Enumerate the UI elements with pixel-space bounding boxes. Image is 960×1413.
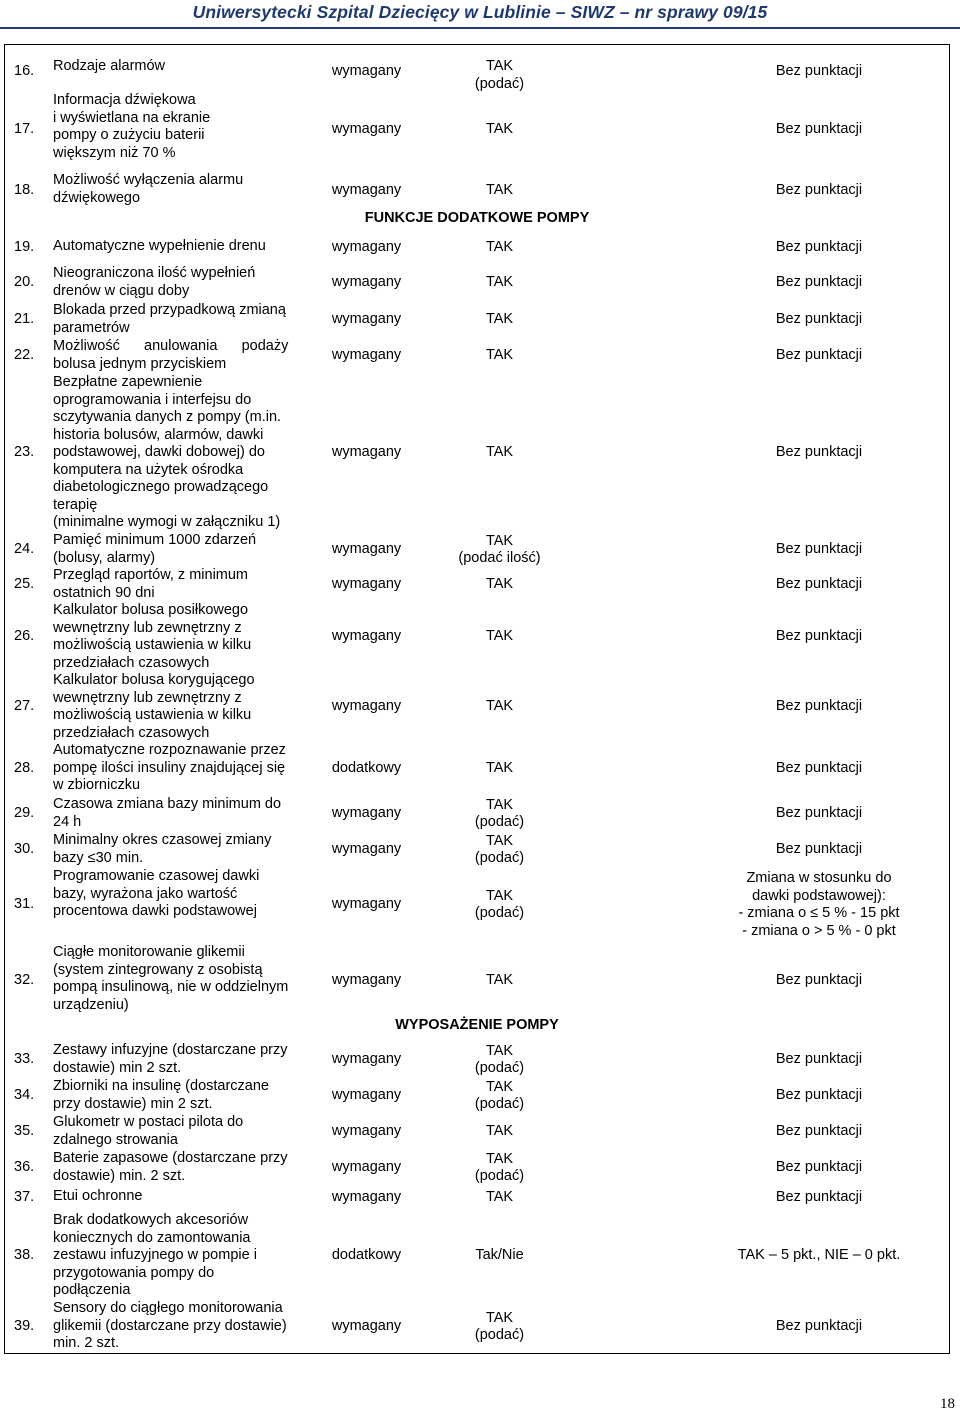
value-cell bbox=[432, 1189, 567, 1207]
value-cell bbox=[432, 58, 567, 93]
description-line: komputera na użytek ośrodka bbox=[53, 461, 244, 478]
scoring-line: Bez punktacji bbox=[775, 972, 863, 989]
scoring-cell bbox=[704, 121, 934, 139]
scoring-line: Bez punktacji bbox=[775, 63, 863, 80]
description-line: wewnętrzny lub zewnętrzny z bbox=[53, 689, 242, 706]
value-cell bbox=[432, 182, 567, 200]
row-description bbox=[53, 1150, 288, 1185]
value-line: (podać) bbox=[474, 814, 525, 830]
scoring-line: - zmiana o ≤ 5 % - 15 pkt bbox=[738, 905, 900, 921]
value-line: TAK bbox=[485, 1189, 514, 1206]
table-row bbox=[4, 265, 950, 301]
value-line: TAK bbox=[485, 311, 514, 328]
description-line: procentowa dawki podstawowej bbox=[53, 903, 257, 919]
scoring-line: Bez punktacji bbox=[775, 698, 863, 715]
row-description bbox=[53, 238, 266, 256]
value-cell bbox=[432, 1310, 567, 1345]
scoring-line: Bez punktacji bbox=[775, 444, 863, 461]
description-line: Zbiorniki na insulinę (dostarczane bbox=[53, 1078, 269, 1094]
scoring-line: Bez punktacji bbox=[775, 1159, 863, 1176]
requirement-cell: wymagany bbox=[331, 972, 402, 989]
description-line: Glukometr w postaci pilota do bbox=[53, 1114, 244, 1130]
value-line: TAK bbox=[485, 1123, 514, 1140]
row-number: 32. bbox=[14, 972, 35, 989]
table-row bbox=[4, 532, 950, 568]
value-line: TAK bbox=[485, 58, 514, 74]
value-line: TAK bbox=[485, 1078, 514, 1095]
requirement-cell: wymagany bbox=[331, 63, 402, 80]
value-line: TAK bbox=[485, 532, 514, 549]
row-number: 28. bbox=[14, 760, 35, 777]
description-line: dźwiękowego bbox=[53, 189, 141, 206]
description-line: min. 2 szt. bbox=[53, 1335, 120, 1351]
description-line: Programowanie czasowej dawki bbox=[53, 868, 260, 884]
requirement-cell: dodatkowy bbox=[331, 1247, 402, 1264]
row-number: 26. bbox=[14, 628, 35, 645]
row-number: 31. bbox=[14, 896, 35, 913]
scoring-cell bbox=[704, 444, 934, 462]
requirement-cell: wymagany bbox=[331, 628, 402, 645]
description-line: wewnętrzny lub zewnętrzny z bbox=[53, 619, 242, 636]
description-line: przy dostawie) min 2 szt. bbox=[53, 1095, 213, 1112]
scoring-cell bbox=[704, 239, 934, 257]
table-row bbox=[4, 672, 950, 742]
value-line: TAK bbox=[485, 182, 514, 199]
value-line: (podać ilość) bbox=[458, 550, 541, 566]
value-cell bbox=[432, 972, 567, 990]
scoring-line: Bez punktacji bbox=[775, 1318, 863, 1335]
header-title: Uniwersytecki Szpital Dziecięcy w Lublinie – SIWZ – nr sprawy 09/15 bbox=[192, 2, 768, 22]
value-cell bbox=[432, 628, 567, 646]
description-line: Rodzaje alarmów bbox=[53, 58, 166, 74]
section-heading-wyposazenie: WYPOSAŻENIE POMPY bbox=[395, 1017, 559, 1033]
table-row bbox=[4, 1300, 950, 1354]
requirement-cell: wymagany bbox=[331, 541, 402, 558]
description-line: ostatnich 90 dni bbox=[53, 584, 155, 601]
value-cell bbox=[432, 274, 567, 292]
scoring-line: Bez punktacji bbox=[775, 760, 863, 777]
description-line: glikemii (dostarczane przy dostawie) bbox=[53, 1317, 287, 1334]
row-number: 25. bbox=[14, 576, 35, 593]
value-cell bbox=[432, 698, 567, 716]
table-row bbox=[4, 1188, 950, 1208]
description-line: Automatyczne wypełnienie drenu bbox=[53, 238, 266, 254]
row-number: 18. bbox=[14, 182, 35, 199]
table-row bbox=[4, 742, 950, 796]
scoring-line: Bez punktacji bbox=[775, 182, 863, 199]
description-line: Automatyczne rozpoznawanie przez bbox=[53, 742, 286, 758]
value-line: TAK bbox=[485, 832, 514, 849]
value-cell bbox=[432, 1151, 567, 1186]
requirement-cell: wymagany bbox=[331, 444, 402, 461]
description-line: Ciągłe monitorowanie glikemii bbox=[53, 944, 245, 960]
description-line: Kalkulator bolusa korygującego bbox=[53, 672, 255, 688]
row-number: 24. bbox=[14, 541, 35, 558]
row-description bbox=[53, 265, 255, 300]
row-number: 33. bbox=[14, 1051, 35, 1068]
row-number: 36. bbox=[14, 1159, 35, 1176]
scoring-cell bbox=[704, 972, 934, 990]
scoring-line: Bez punktacji bbox=[775, 1123, 863, 1140]
row-description bbox=[53, 1188, 142, 1206]
description-line: Zestawy infuzyjne (dostarczane przy bbox=[53, 1042, 288, 1058]
scoring-cell bbox=[704, 1087, 934, 1105]
scoring-cell bbox=[704, 182, 934, 200]
table-row bbox=[4, 1212, 950, 1300]
row-number: 20. bbox=[14, 274, 35, 291]
row-description bbox=[53, 1042, 288, 1077]
row-description bbox=[53, 1212, 257, 1300]
table-row bbox=[4, 338, 950, 374]
value-cell bbox=[432, 347, 567, 365]
scoring-cell bbox=[704, 347, 934, 365]
value-line: TAK bbox=[485, 274, 514, 291]
row-description bbox=[53, 532, 256, 567]
row-number: 37. bbox=[14, 1189, 35, 1206]
requirement-cell: wymagany bbox=[331, 1087, 402, 1104]
table-row bbox=[4, 92, 950, 167]
row-description bbox=[53, 602, 251, 672]
description-line: (minimalne wymogi w załączniku 1) bbox=[53, 514, 281, 530]
scoring-cell bbox=[704, 274, 934, 292]
value-line: (podać) bbox=[474, 1168, 525, 1184]
scoring-line: Bez punktacji bbox=[775, 805, 863, 822]
row-number: 21. bbox=[14, 311, 35, 328]
description-line: historia bolusów, alarmów, dawki bbox=[53, 426, 264, 443]
row-description bbox=[53, 58, 165, 76]
description-line: koniecznych do zamontowania bbox=[53, 1229, 251, 1246]
requirement-cell: wymagany bbox=[331, 1159, 402, 1176]
scoring-line: Zmiana w stosunku do bbox=[746, 870, 892, 886]
requirement-cell: wymagany bbox=[331, 311, 402, 328]
row-number: 27. bbox=[14, 698, 35, 715]
description-line: Bezpłatne zapewnienie bbox=[53, 374, 203, 390]
value-line: TAK bbox=[485, 239, 514, 256]
description-line: i wyświetlana na ekranie bbox=[53, 109, 211, 126]
scoring-cell bbox=[704, 541, 934, 559]
description-line: Informacja dźwiękowa bbox=[53, 92, 196, 108]
description-line: bolusa jednym przyciskiem bbox=[53, 355, 227, 372]
scoring-cell bbox=[704, 870, 934, 940]
row-number: 35. bbox=[14, 1123, 35, 1140]
description-line: przedziałach czasowych bbox=[53, 654, 210, 671]
requirement-cell: wymagany bbox=[331, 576, 402, 593]
value-line: TAK bbox=[485, 576, 514, 593]
row-number: 38. bbox=[14, 1247, 35, 1264]
description-line: Nieograniczona ilość wypełnień bbox=[53, 265, 256, 281]
scoring-cell bbox=[704, 1051, 934, 1069]
requirement-cell: wymagany bbox=[331, 1123, 402, 1140]
description-line: pompą insulinową, nie w oddzielnym bbox=[53, 979, 289, 995]
scoring-line: Bez punktacji bbox=[775, 239, 863, 256]
header-rule bbox=[0, 27, 960, 29]
description-line: Blokada przed przypadkową zmianą bbox=[53, 302, 286, 318]
scoring-cell bbox=[704, 698, 934, 716]
description-line: urządzeniu) bbox=[53, 996, 129, 1013]
requirement-cell: dodatkowy bbox=[331, 760, 402, 777]
requirement-cell: wymagany bbox=[331, 239, 402, 256]
value-line: TAK bbox=[485, 698, 514, 715]
value-cell bbox=[432, 833, 567, 868]
scoring-cell bbox=[704, 805, 934, 823]
description-line: zdalnego strowania bbox=[53, 1131, 178, 1148]
description-line: sczytywania danych z pompy (m.in. bbox=[53, 409, 282, 425]
description-line: podłączenia bbox=[53, 1282, 131, 1298]
row-number: 34. bbox=[14, 1087, 35, 1104]
scoring-cell bbox=[704, 1189, 934, 1207]
scoring-cell bbox=[704, 760, 934, 778]
table-row bbox=[4, 1042, 950, 1078]
value-line: TAK bbox=[485, 120, 514, 137]
table-row bbox=[4, 302, 950, 338]
description-line: możliwością ustawienia w kilku bbox=[53, 707, 252, 723]
value-cell bbox=[432, 1247, 567, 1265]
row-description bbox=[53, 672, 255, 742]
table-row bbox=[4, 172, 950, 210]
description-line: Możliwość anulowania podaży bbox=[53, 338, 289, 354]
table-row bbox=[4, 1114, 950, 1150]
scoring-cell bbox=[704, 841, 934, 859]
value-cell bbox=[432, 239, 567, 257]
value-cell bbox=[432, 1123, 567, 1141]
value-line: TAK bbox=[485, 628, 514, 645]
row-description bbox=[53, 172, 243, 207]
value-line: (podać) bbox=[474, 905, 525, 921]
value-line: (podać) bbox=[474, 1060, 525, 1076]
value-line: TAK bbox=[485, 760, 514, 777]
scoring-line: Bez punktacji bbox=[775, 120, 863, 137]
description-line: Brak dodatkowych akcesoriów bbox=[53, 1212, 249, 1228]
value-line: (podać) bbox=[474, 1327, 525, 1343]
row-description bbox=[53, 567, 248, 602]
row-description bbox=[53, 1114, 243, 1149]
description-line: zestawu infuzyjnego w pompie i bbox=[53, 1247, 257, 1263]
row-description bbox=[53, 92, 210, 162]
row-description bbox=[53, 338, 288, 373]
scoring-line: Bez punktacji bbox=[775, 541, 863, 558]
table-row bbox=[4, 796, 950, 832]
description-line: diabetologicznego prowadzącego bbox=[53, 479, 269, 495]
description-line: Czasowa zmiana bazy minimum do bbox=[53, 796, 282, 812]
row-description bbox=[53, 374, 281, 532]
scoring-line: Bez punktacji bbox=[775, 576, 863, 593]
table-row bbox=[4, 567, 950, 603]
scoring-line: Bez punktacji bbox=[775, 311, 863, 328]
section-heading-funkcje: FUNKCJE DODATKOWE POMPY bbox=[364, 210, 590, 226]
page-header bbox=[0, 0, 960, 23]
row-number: 16. bbox=[14, 63, 35, 80]
scoring-cell bbox=[704, 1318, 934, 1336]
value-cell bbox=[432, 533, 567, 568]
description-line: Etui ochronne bbox=[53, 1188, 143, 1204]
scoring-line: Bez punktacji bbox=[775, 1189, 863, 1206]
description-line: (system zintegrowany z osobistą bbox=[53, 961, 263, 978]
row-number: 23. bbox=[14, 444, 35, 461]
scoring-line: Bez punktacji bbox=[775, 347, 863, 364]
description-line: Możliwość wyłączenia alarmu bbox=[53, 172, 244, 188]
description-line: dostawie) min. 2 szt. bbox=[53, 1167, 186, 1184]
row-description bbox=[53, 1300, 287, 1353]
table-row bbox=[4, 1078, 950, 1114]
value-line: TAK bbox=[485, 444, 514, 461]
description-line: Kalkulator bolusa posiłkowego bbox=[53, 602, 249, 618]
value-line: TAK bbox=[485, 1042, 514, 1059]
description-line: terapię bbox=[53, 496, 98, 513]
scoring-cell bbox=[704, 1159, 934, 1177]
value-line: TAK bbox=[485, 1150, 514, 1167]
description-line: w zbiorniczku bbox=[53, 777, 141, 793]
requirement-cell: wymagany bbox=[331, 698, 402, 715]
scoring-line: Bez punktacji bbox=[775, 1087, 863, 1104]
value-cell bbox=[432, 576, 567, 594]
table-row bbox=[4, 374, 950, 532]
description-line: pompy o zużyciu baterii bbox=[53, 127, 205, 143]
scoring-line: Bez punktacji bbox=[775, 841, 863, 858]
description-line: bazy, wyrażona jako wartość bbox=[53, 885, 238, 902]
requirement-cell: wymagany bbox=[331, 347, 402, 364]
requirement-cell: wymagany bbox=[331, 841, 402, 858]
value-cell bbox=[432, 444, 567, 462]
description-line: drenów w ciągu doby bbox=[53, 282, 190, 299]
description-line: dostawie) min 2 szt. bbox=[53, 1059, 182, 1076]
value-cell bbox=[432, 1043, 567, 1078]
scoring-cell bbox=[704, 576, 934, 594]
row-description bbox=[53, 302, 286, 337]
description-line: możliwością ustawienia w kilku bbox=[53, 637, 252, 653]
requirement-cell: wymagany bbox=[331, 1318, 402, 1335]
scoring-line: - zmiana o > 5 % - 0 pkt bbox=[742, 922, 896, 939]
description-line: Pamięć minimum 1000 zdarzeń bbox=[53, 532, 257, 548]
value-cell bbox=[432, 121, 567, 139]
description-line: (bolusy, alarmy) bbox=[53, 549, 156, 566]
table-row bbox=[4, 944, 950, 1018]
requirement-cell: wymagany bbox=[331, 120, 402, 137]
value-line: Tak/Nie bbox=[475, 1247, 524, 1264]
description-line: Przegląd raportów, z minimum bbox=[53, 567, 249, 583]
row-number: 39. bbox=[14, 1318, 35, 1335]
description-line: pompę ilości insuliny znajdującej się bbox=[53, 759, 286, 776]
table-row bbox=[4, 1150, 950, 1186]
description-line: większym niż 70 % bbox=[53, 144, 176, 161]
value-cell bbox=[432, 760, 567, 778]
scoring-line: dawki podstawowej): bbox=[752, 887, 886, 904]
requirement-cell: wymagany bbox=[331, 896, 402, 913]
value-cell bbox=[432, 1079, 567, 1114]
value-line: (podać) bbox=[474, 1096, 525, 1112]
value-line: (podać) bbox=[474, 75, 525, 92]
description-line: Baterie zapasowe (dostarczane przy bbox=[53, 1150, 288, 1166]
description-line: przedziałach czasowych bbox=[53, 724, 210, 741]
value-line: TAK bbox=[485, 1309, 514, 1326]
row-number: 29. bbox=[14, 805, 35, 822]
row-description bbox=[53, 944, 288, 1014]
scoring-cell bbox=[704, 63, 934, 81]
description-line: bazy ≤30 min. bbox=[53, 849, 144, 866]
requirement-cell: wymagany bbox=[331, 182, 402, 199]
description-line: oprogramowania i interfejsu do bbox=[53, 391, 252, 408]
row-description bbox=[53, 742, 286, 795]
page-number: 18 bbox=[940, 1396, 955, 1412]
description-line: parametrów bbox=[53, 319, 130, 336]
row-number: 30. bbox=[14, 841, 35, 858]
description-line: podstawowej, dawki dobowej) do bbox=[53, 444, 265, 460]
description-line: Minimalny okres czasowej zmiany bbox=[53, 832, 272, 848]
scoring-line: Bez punktacji bbox=[775, 628, 863, 645]
description-line: 24 h bbox=[53, 813, 82, 830]
value-line: TAK bbox=[485, 347, 514, 364]
table-row bbox=[4, 868, 950, 942]
requirement-cell: wymagany bbox=[331, 1189, 402, 1206]
value-cell bbox=[432, 888, 567, 923]
description-line: przygotowania pompy do bbox=[53, 1264, 215, 1281]
value-cell bbox=[432, 797, 567, 832]
table-row bbox=[4, 58, 950, 92]
row-description bbox=[53, 832, 271, 867]
scoring-line: Bez punktacji bbox=[775, 1051, 863, 1068]
table-row bbox=[4, 238, 950, 258]
scoring-line: Bez punktacji bbox=[775, 274, 863, 291]
requirement-cell: wymagany bbox=[331, 805, 402, 822]
row-description bbox=[53, 1078, 269, 1113]
scoring-cell bbox=[704, 1123, 934, 1141]
value-line: TAK bbox=[485, 887, 514, 904]
description-line: Sensory do ciągłego monitorowania bbox=[53, 1300, 283, 1316]
requirement-cell: wymagany bbox=[331, 274, 402, 291]
table-row bbox=[4, 832, 950, 868]
scoring-cell bbox=[704, 311, 934, 329]
scoring-cell bbox=[704, 1247, 934, 1265]
requirement-cell: wymagany bbox=[331, 1051, 402, 1068]
row-number: 22. bbox=[14, 347, 35, 364]
row-number: 17. bbox=[14, 120, 35, 137]
table-row bbox=[4, 602, 950, 672]
scoring-cell bbox=[704, 628, 934, 646]
row-description bbox=[53, 796, 281, 831]
value-cell bbox=[432, 311, 567, 329]
value-line: TAK bbox=[485, 796, 514, 813]
row-description bbox=[53, 868, 259, 921]
row-number: 19. bbox=[14, 239, 35, 256]
value-line: TAK bbox=[485, 972, 514, 989]
value-line: (podać) bbox=[474, 850, 525, 866]
scoring-line: TAK – 5 pkt., NIE – 0 pkt. bbox=[737, 1247, 901, 1264]
